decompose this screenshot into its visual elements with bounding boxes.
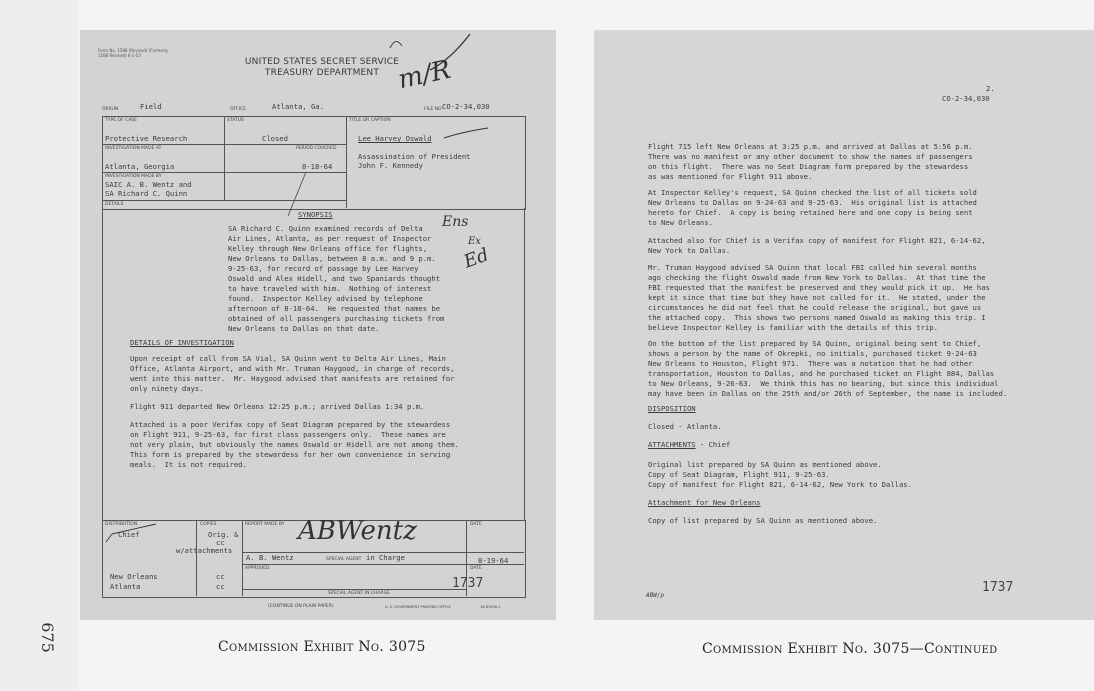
attachment-item: Original list prepared by SA Quinn as mentioned above. bbox=[648, 460, 882, 469]
paragraph-manifest-821 bbox=[648, 236, 986, 256]
attachments-heading-line bbox=[648, 440, 730, 450]
copies-atlanta: cc bbox=[216, 582, 225, 591]
office-label: OFFICE bbox=[230, 107, 247, 112]
form-code: 16-61906-1 bbox=[480, 605, 501, 609]
period-covered-label: PERIOD COVERED bbox=[296, 146, 337, 151]
origin-label: ORIGIN bbox=[102, 107, 119, 112]
details-paragraph-2: Flight 911 departed New Orleans 12:25 p.m.; arrived Dallas 1:34 p.m. bbox=[130, 402, 425, 411]
synopsis-line: 9-25-63, for record of passage by Lee Harvey bbox=[228, 264, 419, 273]
file-no-value: CO-2-34,030 bbox=[442, 102, 490, 111]
copies-label: COPIES bbox=[200, 522, 217, 527]
special-agent-label: SPECIAL AGENT bbox=[326, 557, 362, 562]
pen-slash-mark bbox=[266, 170, 326, 220]
paragraph-flight-715 bbox=[648, 142, 973, 182]
investigation-by-label: INVESTIGATION MADE BY bbox=[105, 174, 162, 179]
distribution-chief: Chief bbox=[118, 530, 140, 539]
text-line: to New Orleans, 9-26-63. We think this has no bearing, but since this individual bbox=[648, 379, 999, 388]
synopsis-line: SA Richard C. Quinn examined records of Delta bbox=[228, 224, 423, 233]
attachment-item: Copy of Seat Diagram, Flight 911, 9-25-63. bbox=[648, 470, 830, 479]
new-orleans-heading: Attachment for New Orleans bbox=[648, 498, 761, 507]
synopsis-line: Oswald and Alex Hidell, and two Spaniards thought bbox=[228, 274, 441, 283]
form-number: Form No. 1588 (Revised) (Formerly 1588 Revised) 6-2-53 bbox=[98, 48, 168, 58]
status-value: Closed bbox=[262, 134, 288, 143]
text-line: Mr. Truman Haygood advised SA Quinn that local FBI called him several months bbox=[648, 263, 977, 272]
file-number: CO-2-34,030 bbox=[942, 94, 990, 103]
details-heading: DETAILS OF INVESTIGATION bbox=[130, 338, 234, 347]
disposition-text: Closed - Atlanta. bbox=[648, 422, 722, 431]
text-line: as was mentioned for Flight 911 above. bbox=[648, 172, 813, 181]
details-paragraph-1 bbox=[130, 354, 455, 394]
in-charge-value: in Charge bbox=[366, 553, 405, 562]
text-line: believe Inspector Kelley is familiar with the details of this trip. bbox=[648, 323, 938, 332]
investigation-by-line-1: SAIC A. B. Wentz and bbox=[105, 180, 192, 189]
report-continuation-page-2 bbox=[594, 30, 1094, 620]
office-value: Atlanta, Ga. bbox=[272, 102, 324, 111]
text-line: ago checking the flight Oswald made from New York to Dallas. At that time the bbox=[648, 273, 986, 282]
copies-chief-line-3: w/attachments bbox=[176, 546, 233, 555]
title-label: TITLE OR CAPTION bbox=[349, 118, 391, 123]
synopsis-line: Air Lines, Atlanta, as per request of Inspector bbox=[228, 234, 432, 243]
distribution-atlanta: Atlanta bbox=[110, 582, 141, 591]
exhibit-caption-right: Commission Exhibit No. 3075—Continued bbox=[702, 641, 998, 657]
type-of-case-value: Protective Research bbox=[105, 134, 188, 143]
date-label-2: DATE bbox=[470, 566, 482, 571]
new-orleans-attachment: Copy of list prepared by SA Quinn as mentioned above. bbox=[648, 516, 878, 525]
synopsis-line: afternoon of 8-18-64. He requested that names be bbox=[228, 304, 441, 313]
signature: ABWentz bbox=[298, 516, 417, 546]
sac-label: SPECIAL AGENT IN CHARGE bbox=[328, 591, 390, 596]
synopsis-line: obtained of all passengers purchasing tickets from bbox=[228, 314, 445, 323]
details-paragraph-3 bbox=[130, 420, 459, 470]
department-name: TREASURY DEPARTMENT bbox=[264, 68, 380, 78]
text-line: At Inspector Kelley's request, SA Quinn checked the list of all tickets sold bbox=[648, 188, 977, 197]
report-date: 8-19-64 bbox=[478, 556, 509, 565]
report-made-by-value: A. B. Wentz bbox=[246, 553, 294, 562]
investigation-by-line-2: SA Richard C. Quinn bbox=[105, 189, 188, 198]
report-made-by-label: REPORT MADE BY bbox=[245, 522, 285, 527]
text-line: on Flight 911, 9-25-63, for first class passengers only. These names are bbox=[130, 430, 446, 439]
agency-name: UNITED STATES SECRET SERVICE bbox=[244, 57, 400, 67]
text-line: Upon receipt of call from SA Vial, SA Quinn went to Delta Air Lines, Main bbox=[130, 354, 446, 363]
text-line: hereto for Chief. A copy is being retained here and one copy is being sent bbox=[648, 208, 973, 217]
text-line: only ninety days. bbox=[130, 384, 204, 393]
text-line: FBI requested that the manifest be preserved and they would pick it up. He has bbox=[648, 283, 990, 292]
synopsis-line: found. Inspector Kelley advised by telephone bbox=[228, 294, 423, 303]
page-number: 675 bbox=[37, 622, 57, 653]
continue-note: (CONTINUE ON PLAIN PAPER) bbox=[268, 604, 334, 609]
text-line: on this flight. There was no Seat Diagram form prepared by the stewardess bbox=[648, 162, 969, 171]
synopsis-line: Kelley through New Orleans office for flights, bbox=[228, 244, 428, 253]
synopsis-line: New Orleans to Dallas on that date. bbox=[228, 324, 380, 333]
title-line-3: John F. Kennedy bbox=[358, 161, 423, 170]
paragraph-ticket-list bbox=[648, 188, 977, 228]
synopsis-text bbox=[228, 224, 444, 334]
attachments-list bbox=[648, 460, 912, 490]
origin-value: Field bbox=[140, 102, 162, 111]
period-covered-value: 8-18-64 bbox=[302, 162, 333, 171]
margin-note-2: Ex bbox=[468, 236, 481, 247]
handwritten-initials: m/R bbox=[395, 54, 454, 96]
disposition-heading: DISPOSITION bbox=[648, 404, 696, 413]
distribution-check-mark bbox=[102, 522, 162, 546]
stamp-number: 1737 bbox=[982, 580, 1014, 595]
title-subject: Lee Harvey Oswald bbox=[358, 134, 432, 143]
paragraph-okrepki bbox=[648, 339, 1007, 399]
file-no-label: FILE NO bbox=[424, 107, 442, 112]
synopsis-heading: SYNOPSIS bbox=[298, 210, 333, 219]
text-line: Office, Atlanta Airport, and with Mr. Truman Haygood, in charge of records, bbox=[130, 364, 455, 373]
text-line: Flight 715 left New Orleans at 3:25 p.m. and arrived at Dallas at 5:56 p.m. bbox=[648, 142, 973, 151]
page-marker: 2. bbox=[986, 84, 995, 93]
copies-new-orleans: cc bbox=[216, 572, 225, 581]
copies-chief-line-2: cc bbox=[216, 538, 225, 547]
margin-note-3: Ed bbox=[461, 244, 492, 273]
text-line: This form is prepared by the stewardess for her own convenience in serving bbox=[130, 450, 451, 459]
investigation-at-label: INVESTIGATION MADE AT bbox=[105, 146, 162, 151]
attachments-heading: ATTACHMENTS bbox=[648, 440, 696, 449]
text-line: New York to Dallas. bbox=[648, 246, 731, 255]
page-margin-strip bbox=[0, 0, 78, 691]
type-of-case-label: TYPE OF CASE bbox=[105, 118, 137, 123]
distribution-new-orleans: New Orleans bbox=[110, 572, 158, 581]
text-line: the attached copy. This shows two persons named Oswald as making this trip. I bbox=[648, 313, 986, 322]
exhibit-caption-left: Commission Exhibit No. 3075 bbox=[218, 639, 426, 655]
text-line: may have been in Dallas on the 25th and/or 26th of September, the name is included. bbox=[648, 389, 1008, 398]
date-label: DATE bbox=[470, 522, 482, 527]
paragraph-haygood-fbi bbox=[648, 263, 990, 333]
synopsis-line: New Orleans to Dallas, between 8 a.m. and 9 p.m. bbox=[228, 254, 436, 263]
text-line: to New Orleans. bbox=[648, 218, 713, 227]
pen-underline-mark bbox=[442, 126, 492, 142]
investigation-at-value: Atlanta, Georgia bbox=[105, 162, 175, 171]
attachments-recipient: - Chief bbox=[695, 440, 731, 449]
synopsis-line: to have traveled with him. Nothing of interest bbox=[228, 284, 432, 293]
text-line: not very plain, but obviously the names Oswald or Hidell are not among them. bbox=[130, 440, 459, 449]
text-line: There was no manifest or any other document to show the names of passengers bbox=[648, 152, 973, 161]
typist-initials: ABW/p bbox=[646, 592, 665, 599]
margin-note-1: Ens bbox=[442, 214, 469, 230]
text-line: On the bottom of the list prepared by SA Quinn, original being sent to Chief, bbox=[648, 339, 982, 348]
text-line: circumstances he did not feel that he could release the original, but gave us bbox=[648, 303, 982, 312]
status-label: STATUS bbox=[227, 118, 244, 123]
checkmark-scribble bbox=[380, 30, 480, 80]
text-line: New Orleans to Houston, Flight 971. There was a notation that he had other bbox=[648, 359, 973, 368]
distribution-label: DISTRIBUTION bbox=[105, 522, 138, 527]
text-line: Attached also for Chief is a Verifax copy of manifest for Flight 821, 6-14-62, bbox=[648, 236, 986, 245]
text-line: went into this matter. Mr. Haygood advised that manifests are retained for bbox=[130, 374, 455, 383]
text-line: shows a person by the name of Okrepki, no initials, purchased ticket 9-24-63 bbox=[648, 349, 977, 358]
copies-chief-line-1: Orig. & bbox=[208, 530, 239, 539]
text-line: transportation, Houston to Dallas, and he purchased ticket on Flight 884, Dallas bbox=[648, 369, 995, 378]
title-line-2: Assassination of President bbox=[358, 152, 471, 161]
approved-label: APPROVED bbox=[245, 566, 270, 571]
text-line: kept it since that time but they have not called for it. He stated, under the bbox=[648, 293, 986, 302]
text-line: meals. It is not required. bbox=[130, 460, 247, 469]
details-label: DETAILS bbox=[105, 202, 124, 207]
stamp-number: 1737 bbox=[452, 576, 484, 591]
text-line: Attached is a poor Verifax copy of Seat Diagram prepared by the stewardess bbox=[130, 420, 451, 429]
report-form-page-1 bbox=[80, 30, 556, 620]
printing-office: U. S. GOVERNMENT PRINTING OFFICE bbox=[385, 605, 451, 609]
attachment-item: Copy of manifest for Flight 821, 6-14-62, New York to Dallas. bbox=[648, 480, 912, 489]
text-line: New Orleans to Dallas on 9-24-63 and 9-25-63. His original list is attached bbox=[648, 198, 977, 207]
